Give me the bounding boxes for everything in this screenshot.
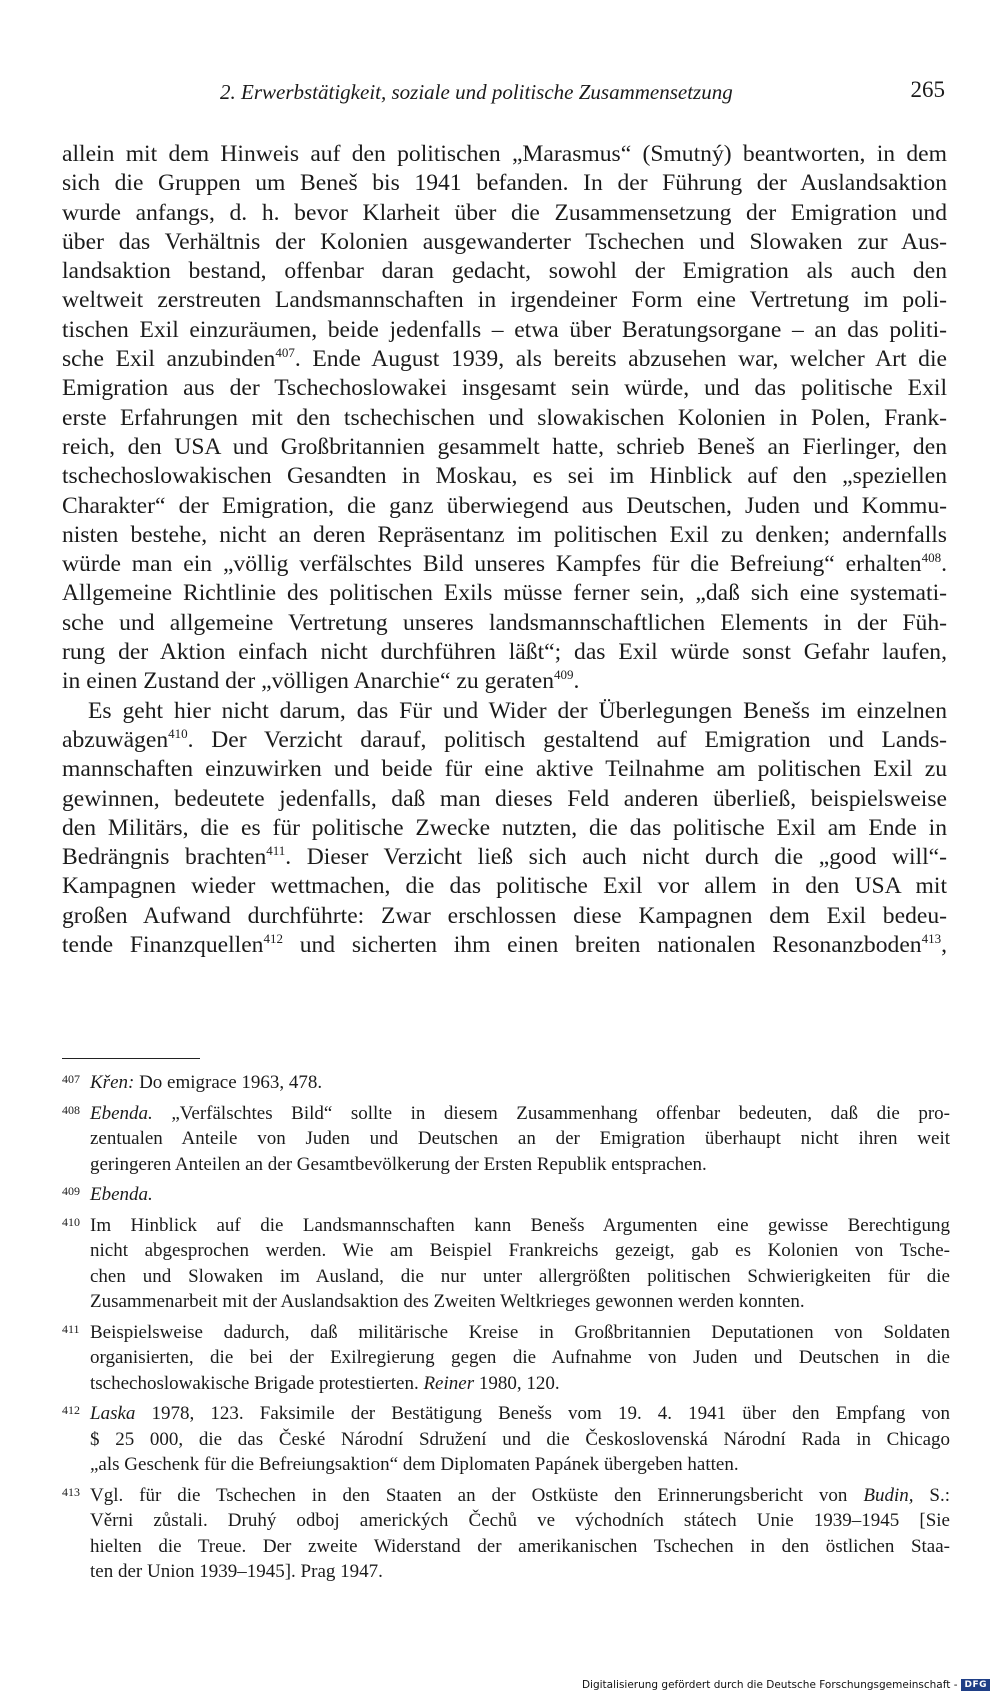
footnote-number: 413 <box>62 1484 80 1499</box>
footnote-412: 412 Laska 1978, 123. Faksimile der Bestätigung Benešs vom 19. 4. 1941 über den Empfang von $ 25 000, die das České Národní Sdružení und die Československá Národní Rada in Chicago „als Geschenk für die Befreiungsaktion“ dem Diplomaten Papánek übergeben hatten. <box>62 1401 950 1478</box>
footnote-author: Ebenda. <box>90 1102 153 1124</box>
footnotes <box>62 1070 950 1590</box>
text-line: allein mit dem Hinweis auf den politischen „Marasmus“ (Smutný) beantworten, in dem <box>62 141 947 167</box>
footnote-408: 408 Ebenda. „Verfälschtes Bild“ sollte in diesem Zusammenhang offenbar bedeuten, daß die pro- zentualen Anteile von Juden und Deutschen an der Emigration überhaupt nicht ihren weit geringeren Anteilen an der Gesamtbevölkerung der Ersten Republik entsprachen. <box>62 1101 950 1178</box>
footnote-ref: 407 <box>275 345 295 361</box>
text-line: reich, den USA und Großbritannien gesammelt hatte, schrieb Beneš an Fierlinger, den <box>62 433 947 460</box>
footnote-ref: 412 <box>263 931 283 947</box>
running-head: 2. Erwerbstätigkeit, soziale und politische Zusammensetzung <box>220 80 733 104</box>
text-line: gewinnen, bedeutete jedenfalls, daß man dieses Feld anderen überließ, beispielsweise <box>62 785 947 812</box>
footnote-number: 408 <box>62 1102 80 1117</box>
text-line: über das Verhältnis der Kolonien ausgewanderter Tschechen und Slowaken zur Aus- <box>62 228 947 255</box>
footnote-author: Křen: <box>90 1072 135 1093</box>
text-line: tschechoslowakischen Gesandten in Moskau, es sei im Hinblick auf den „speziellen <box>62 463 947 490</box>
body-text <box>62 140 947 960</box>
footnote-410: 410 Im Hinblick auf die Landsmannschaften kann Benešs Argumenten eine gewisse Berechtigung nicht abgesprochen werden. Wie am Beispiel Frankreichs gezeigt, gab es Kolonien von Tsche- chen und Slowaken im Ausland, die nur unter allergrößten politischen Schwierigkeiten für die Zusammenarbeit mit der Auslandsaktion des Zweiten Weltkrieges gewonnen werden konnten. <box>62 1213 950 1315</box>
text-line: Allgemeine Richtlinie des politischen Exils müsse ferner sein, „daß sich eine systemati- <box>62 580 947 607</box>
citation-author: Budin, <box>863 1484 914 1506</box>
credit-text: Digitalisierung gefördert durch die Deutsche Forschungsgemeinschaft - <box>581 1679 958 1691</box>
citation-author: Reiner <box>423 1372 475 1394</box>
text-line: rung der Aktion einfach nicht durchführen läßt“; das Exil würde sonst Gefahr laufen, <box>62 639 947 666</box>
footnote-ref: 411 <box>266 843 286 859</box>
text-line: sche Exil anzubinden$^{407}$. Ende August 1939, als bereits abzusehen war, welcher Art die <box>62 345 948 373</box>
text-line: Charakter“ der Emigration, die ganz überwiegend aus Deutschen, Juden und Kommu- <box>62 492 947 519</box>
text-line: mannschaften einzuwirken und beide für eine aktive Teilnahme am politischen Exil zu <box>62 756 947 783</box>
footnote-ref: 409 <box>554 667 574 683</box>
text-line: tende Finanzquellen$^{412}$ und sicherten ihm einen breiten nationalen Resonanzboden$^{413}$, <box>62 931 947 959</box>
text-line: Emigration aus der Tschechoslowakei insgesamt sein würde, und das politische Exil <box>62 375 947 402</box>
footnote-ref: 408 <box>921 550 942 566</box>
text-line: würde man ein „völlig verfälschtes Bild unseres Kampfes für die Befreiung“ erhalten$^{408}$. <box>62 550 947 578</box>
footnote-number: 412 <box>62 1403 80 1417</box>
text-line: Bedrängnis brachten$^{411}$. Dieser Verzicht ließ sich auch nicht durch die „good will“- <box>62 843 947 871</box>
dfg-logo-icon: DFG <box>961 1679 990 1691</box>
footnote-number: 407 <box>62 1072 80 1086</box>
footnote-number: 411 <box>62 1321 80 1336</box>
footnote-author: Ebenda. <box>90 1184 153 1205</box>
text-line: großen Aufwand durchführte: Zwar erschlossen diese Kampagnen dem Exil bedeu- <box>62 902 947 929</box>
footnote-409 <box>62 1182 950 1208</box>
footnote-ref: 413 <box>921 931 942 947</box>
footnote-407: 407 Křen: Do emigrace 1963, 478. <box>62 1070 950 1096</box>
digitization-credit <box>582 1679 990 1691</box>
text-line: weltweit zerstreuten Landsmannschaften in irgendeiner Form eine Vertretung im poli- <box>62 287 947 314</box>
text-line: tischen Exil einzuräumen, beide jedenfalls – etwa über Beratungsorgane – an das politi- <box>62 316 947 343</box>
text-line: sich die Gruppen um Beneš bis 1941 befanden. In der Führung der Auslandsaktion <box>62 170 947 197</box>
text-line: Kampagnen wieder wettmachen, die das politische Exil vor allem in den USA mit <box>62 873 947 900</box>
text-line: abzuwägen$^{410}$. Der Verzicht darauf, politisch gestaltend auf Emigration und Lands- <box>62 725 947 753</box>
text-line: Es geht hier nicht darum, das Für und Wider der Überlegungen Benešs im einzelnen <box>88 697 947 724</box>
text-line: in einen Zustand der „völligen Anarchie“ zu geraten$^{409}$. <box>62 667 580 695</box>
text-line: den Militärs, die es für politische Zwecke nutzten, die das politische Exil am Ende in <box>62 814 947 841</box>
text-line: nisten bestehe, nicht an deren Repräsentanz im politischen Exil zu denken; andernfalls <box>62 521 947 548</box>
footnote-number: 410 <box>62 1214 80 1229</box>
footnote-413: 413 Vgl. für die Tschechen in den Staaten an der Ostküste den Erinnerungsbericht von Budin, S.: Věrni zůstali. Druhý odboj amerických Čechů ve východních státech Unie 1939–1945 [Sie hielten die Treue. Der zweite Widerstand der amerikanischen Tschechen in den östlichen Staa- ten der Union 1939–1945]. Prag 1947. <box>62 1483 950 1585</box>
text-line: landsaktion bestand, offenbar daran gedacht, sowohl der Emigration als auch den <box>62 258 947 285</box>
footnote-divider <box>62 1058 200 1059</box>
footnote-411: 411 Beispielsweise dadurch, daß militärische Kreise in Großbritannien Deputationen von Soldaten organisierten, die bei der Exilregierung gegen die Aufnahme von Juden und Deutschen in die tschechoslowakische Brigade protestierten. Reiner 1980, 120. <box>62 1320 950 1397</box>
footnote-number: 409 <box>62 1184 80 1198</box>
text-line: erste Erfahrungen mit den tschechischen und slowakischen Kolonien in Polen, Frank- <box>62 404 947 431</box>
footnote-ref: 410 <box>168 725 188 741</box>
footnote-author: Laska <box>90 1403 136 1424</box>
text-line: sche und allgemeine Vertretung unseres landsmannschaftlichen Elements in der Füh- <box>62 609 947 636</box>
text-line: wurde anfangs, d. h. bevor Klarheit über die Zusammensetzung der Emigration und <box>62 199 947 226</box>
page-number: 265 <box>910 77 945 102</box>
